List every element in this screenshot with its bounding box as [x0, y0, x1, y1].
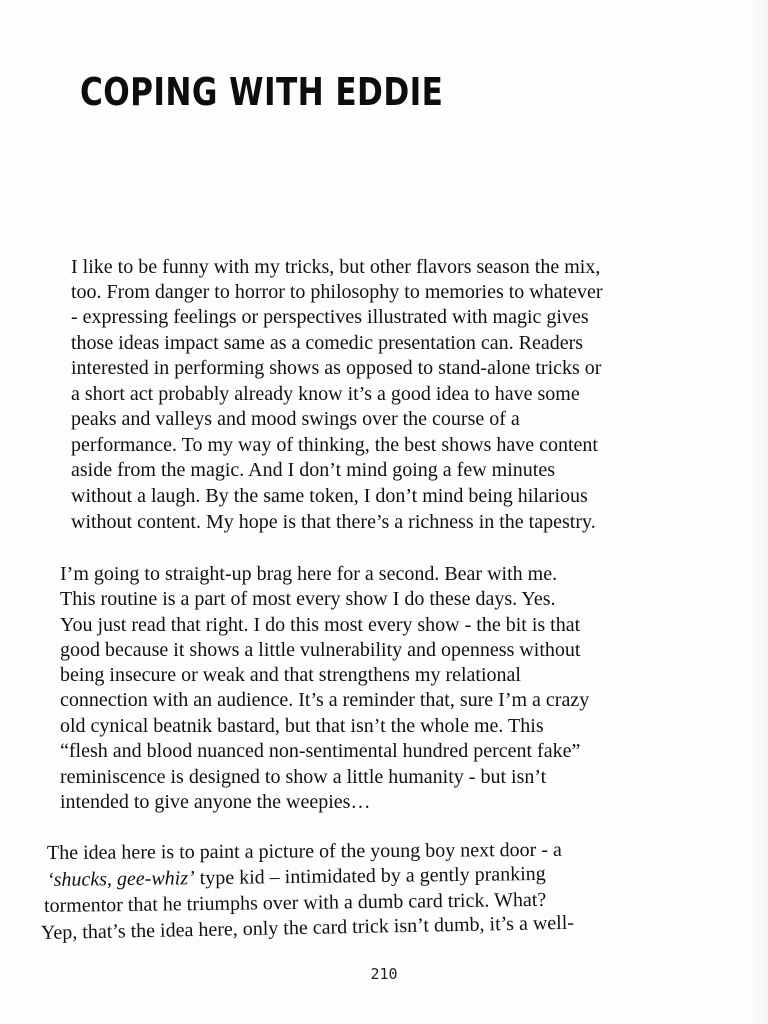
- paragraph-line: too. From danger to horror to philosophy to memories to whatever: [71, 281, 603, 303]
- paragraph-line: This routine is a part of most every show I do these days. Yes.: [60, 588, 556, 610]
- paragraph-line: without content. My hope is that there’s a richness in the tapestry.: [71, 511, 596, 533]
- paragraph-line: good because it shows a little vulnerability and openness without: [60, 639, 581, 661]
- paragraph-line: You just read that right. I do this most every show - the bit is that: [60, 614, 581, 636]
- paragraph-line: intended to give anyone the weepies…: [60, 791, 371, 813]
- page-gutter-shadow: [750, 0, 768, 1024]
- paragraph-line: connection with an audience. It’s a reminder that, sure I’m a crazy: [60, 689, 590, 711]
- paragraph-line: The idea here is to paint a picture of the young boy next door - a: [46, 838, 562, 864]
- paragraph-line-rest: type kid – intimidated by a gently pranking: [194, 862, 546, 890]
- paragraph-line: old cynical beatnik bastard, but that isn’t the whole me. This: [60, 715, 544, 737]
- paragraph-line: aside from the magic. And I don’t mind going a few minutes: [71, 459, 555, 481]
- paragraph-line: those ideas impact same as a comedic presentation can. Readers: [71, 332, 584, 354]
- paragraph-1: [71, 256, 731, 546]
- paragraph-line: performance. To my way of thinking, the best shows have content: [71, 434, 598, 456]
- paragraph-line: a short act probably already know it’s a good idea to have some: [71, 383, 580, 405]
- paragraph-line: Yep, that’s the idea here, only the card trick isn’t dumb, it’s a well-: [40, 911, 575, 944]
- paragraph-3: [40, 838, 737, 952]
- paragraph-line: [47, 863, 546, 892]
- paragraph-line: I’m going to straight-up brag here for a second. Bear with me.: [60, 563, 558, 585]
- chapter-title: COPING WITH EDDIE: [80, 70, 444, 114]
- paragraph-line: “flesh and blood nuanced non-sentimental hundred percent fake”: [60, 740, 581, 762]
- paragraph-line: being insecure or weak and that strengthens my relational: [60, 664, 521, 686]
- paragraph-line: peaks and valleys and mood swings over the course of a: [71, 408, 520, 430]
- paragraph-line: - expressing feelings or perspectives illustrated with magic gives: [71, 306, 589, 328]
- paragraph-line: tormentor that he triumphs over with a dumb card trick. What?: [43, 888, 547, 917]
- paragraph-line: without a laugh. By the same token, I don’t mind being hilarious: [71, 485, 588, 507]
- paragraph-2: [60, 563, 730, 823]
- paragraph-line: I like to be funny with my tricks, but other flavors season the mix,: [71, 256, 601, 278]
- paragraph-line: interested in performing shows as opposed to stand-alone tricks or: [71, 357, 602, 379]
- italic-phrase: ‘shucks, gee-whiz’: [46, 867, 195, 891]
- paragraph-line: reminiscence is designed to show a little humanity - but isn’t: [60, 766, 547, 788]
- page-number: 210: [370, 965, 398, 983]
